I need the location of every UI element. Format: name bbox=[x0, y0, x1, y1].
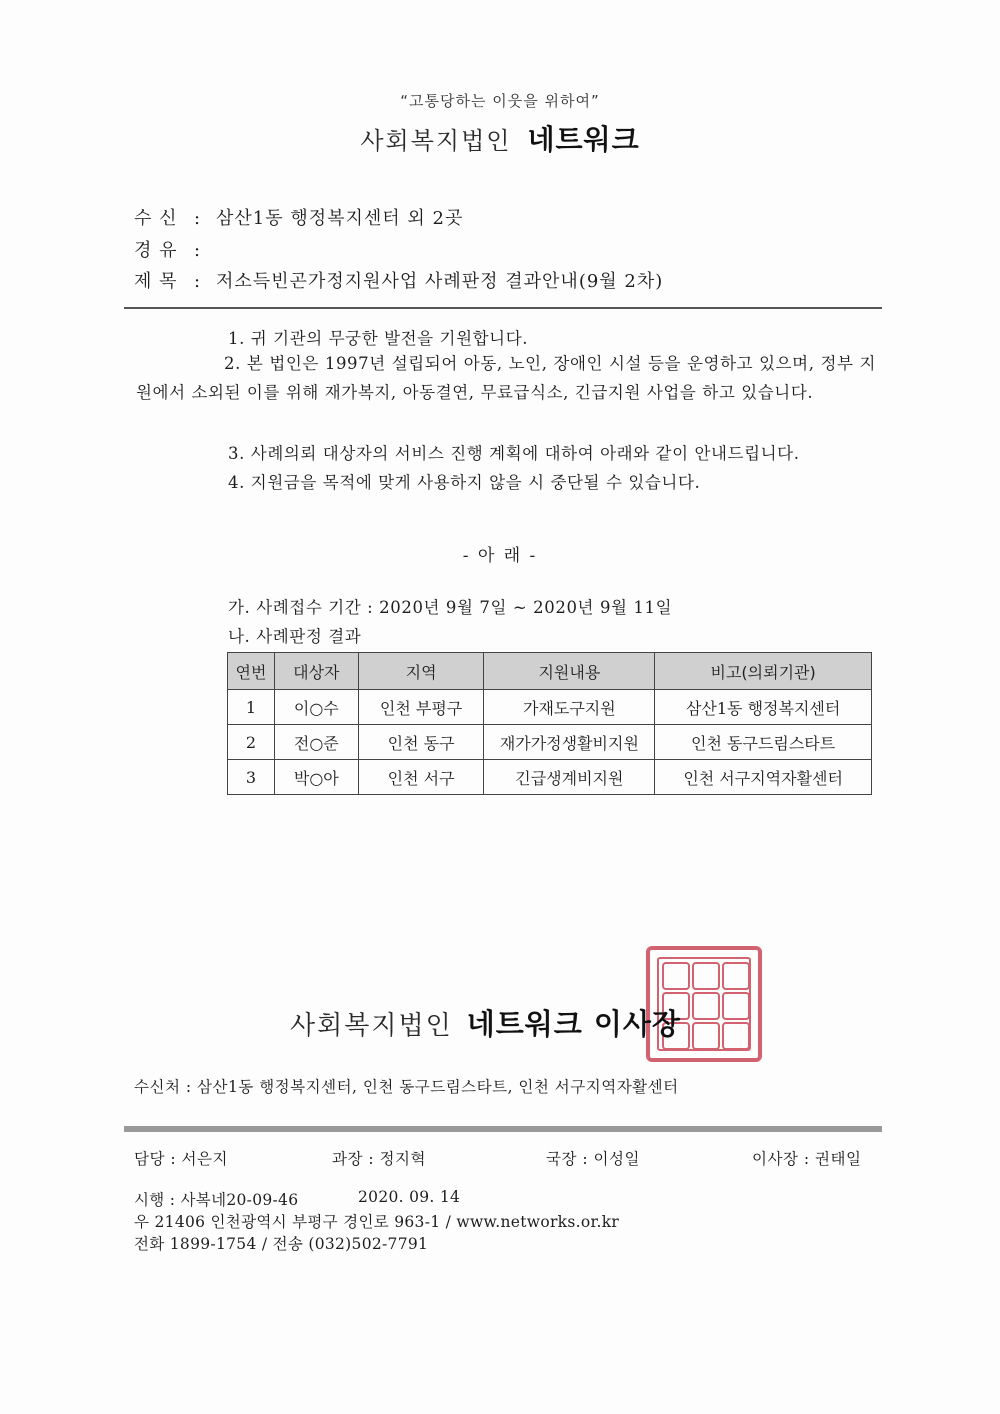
motto: “고통당하는 이웃을 위하여” bbox=[400, 92, 600, 110]
table-cell: 인천 부평구 bbox=[358, 690, 484, 725]
org-header bbox=[0, 118, 1000, 158]
footer-divider bbox=[124, 1126, 882, 1132]
table-header-cell: 연번 bbox=[228, 653, 275, 690]
table-header-cell: 지역 bbox=[358, 653, 484, 690]
signature-line bbox=[290, 1002, 681, 1043]
table-cell: 인천 동구드림스타트 bbox=[655, 725, 872, 760]
results-table bbox=[227, 652, 872, 795]
via-field bbox=[134, 236, 216, 262]
subject-field bbox=[134, 267, 663, 293]
subject-label: 제 목 bbox=[134, 271, 178, 292]
via-colon: : bbox=[194, 240, 202, 261]
seal-glyph bbox=[662, 962, 690, 990]
subject-colon: : bbox=[194, 271, 202, 292]
table-row bbox=[228, 725, 872, 760]
details-title: - 아 래 - bbox=[462, 546, 538, 566]
via-label: 경 유 bbox=[134, 240, 178, 261]
seal-glyph bbox=[692, 962, 720, 990]
table-header-row bbox=[228, 653, 872, 690]
table-header-cell: 대상자 bbox=[274, 653, 358, 690]
signature-prefix: 사회복지법인 bbox=[290, 1011, 453, 1041]
seal-glyph bbox=[692, 992, 720, 1020]
footer-date: 2020. 09. 14 bbox=[358, 1188, 461, 1206]
staff-section-chief: 과장 : 정지혁 bbox=[332, 1150, 426, 1168]
table-cell: 인천 동구 bbox=[358, 725, 484, 760]
table-cell: 가재도구지원 bbox=[484, 690, 655, 725]
table-cell: 삼산1동 행정복지센터 bbox=[655, 690, 872, 725]
seal-glyph bbox=[722, 1022, 750, 1050]
staff-director: 국장 : 이성일 bbox=[546, 1150, 640, 1168]
table-cell: 3 bbox=[228, 760, 275, 795]
header-divider bbox=[124, 307, 882, 309]
footer-address: 우 21406 인천광역시 부평구 경인로 963-1 / www.networks.or.kr bbox=[134, 1213, 620, 1231]
seal-glyph bbox=[722, 992, 750, 1020]
footer-enforcement: 시행 : 사복네20-09-46 bbox=[134, 1191, 299, 1209]
table-cell: 재가가정생활비지원 bbox=[484, 725, 655, 760]
body-paragraph-2 bbox=[136, 349, 876, 407]
body-paragraph-3: 3. 사례의뢰 대상자의 서비스 진행 계획에 대하여 아래와 같이 안내드립니다. bbox=[228, 444, 800, 463]
recipient-field bbox=[134, 204, 463, 230]
staff-chairman: 이사장 : 권태일 bbox=[752, 1150, 862, 1168]
table-cell: 이○수 bbox=[274, 690, 358, 725]
org-name: 네트워크 bbox=[527, 123, 640, 156]
table-cell: 전○준 bbox=[274, 725, 358, 760]
recipient-value: 삼산1동 행정복지센터 외 2곳 bbox=[216, 208, 464, 229]
signature-title: 네트워크 이사장 bbox=[466, 1007, 681, 1041]
table-header-cell: 지원내용 bbox=[484, 653, 655, 690]
staff-manager: 담당 : 서은지 bbox=[134, 1150, 228, 1168]
table-cell: 박○아 bbox=[274, 760, 358, 795]
details-item-b: 나. 사례판정 결과 bbox=[228, 627, 362, 646]
table-row bbox=[228, 690, 872, 725]
table-header-cell: 비고(의뢰기관) bbox=[655, 653, 872, 690]
recipient-label: 수 신 bbox=[134, 208, 178, 229]
table-cell: 인천 서구지역자활센터 bbox=[655, 760, 872, 795]
org-prefix: 사회복지법인 bbox=[360, 127, 512, 155]
body-paragraph-1: 1. 귀 기관의 무궁한 발전을 기원합니다. bbox=[228, 329, 529, 348]
table-cell: 1 bbox=[228, 690, 275, 725]
recipient-colon: : bbox=[194, 208, 202, 229]
footer-contact: 전화 1899-1754 / 전송 (032)502-7791 bbox=[134, 1235, 429, 1253]
table-cell: 인천 서구 bbox=[358, 760, 484, 795]
seal-glyph bbox=[722, 962, 750, 990]
seal-glyph bbox=[692, 1022, 720, 1050]
body-paragraph-2-text: 2. 본 법인은 1997년 설립되어 아동, 노인, 장애인 시설 등을 운영하고 있으며, 정부 지원에서 소외된 이를 위해 재가복지, 아동결연, 무료급식소, 긴급지원 사업을 하고 있습니다. bbox=[136, 354, 876, 402]
subject-value: 저소득빈곤가정지원사업 사례판정 결과안내(9월 2차) bbox=[216, 271, 664, 292]
table-row bbox=[228, 760, 872, 795]
body-paragraph-4: 4. 지원금을 목적에 맞게 사용하지 않을 시 중단될 수 있습니다. bbox=[228, 473, 701, 492]
table-cell: 2 bbox=[228, 725, 275, 760]
details-item-a: 가. 사례접수 기간 : 2020년 9월 7일 ~ 2020년 9월 11일 bbox=[228, 598, 673, 617]
table-cell: 긴급생계비지원 bbox=[484, 760, 655, 795]
recipients-list: 수신처 : 삼산1동 행정복지센터, 인천 동구드림스타트, 인천 서구지역자활센터 bbox=[134, 1078, 679, 1096]
